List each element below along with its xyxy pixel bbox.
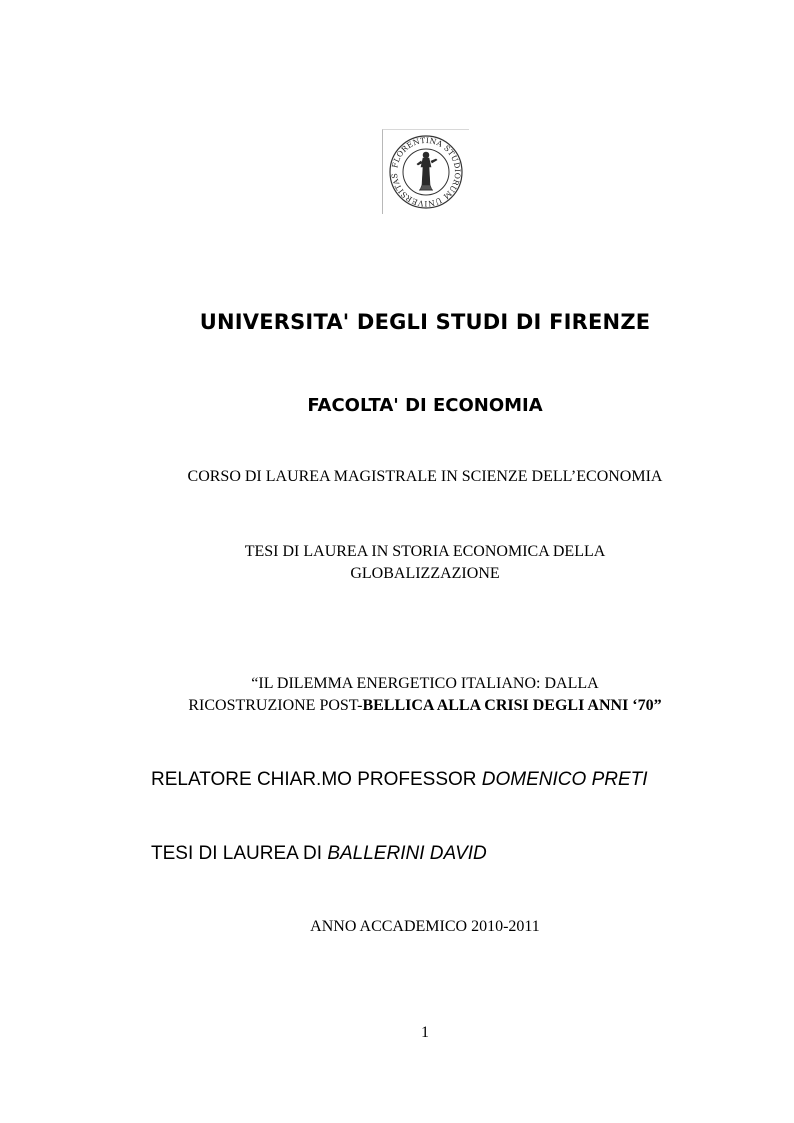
thesis-subject-line-1: TESI DI LAUREA IN STORIA ECONOMICA DELLA <box>244 543 606 560</box>
thesis-title-line-2-regular: RICOSTRUZIONE POST- <box>188 697 363 714</box>
thesis-title-line-2 <box>120 695 730 717</box>
thesis-subject <box>150 541 700 585</box>
university-seal <box>382 129 470 215</box>
supervisor-name: DOMENICO PRETI <box>481 769 648 790</box>
academic-year: ANNO ACCADEMICO 2010-2011 <box>310 918 540 935</box>
svg-text:FLORENTINA STUDIORUM UNIVERSIT: FLORENTINA STUDIORUM UNIVERSITAS <box>389 135 463 209</box>
thesis-subject-line-2: GLOBALIZZAZIONE <box>350 565 500 582</box>
course-name: CORSO DI LAUREA MAGISTRALE IN SCIENZE DELL’ECONOMIA <box>187 468 663 485</box>
faculty-name: FACOLTA' DI ECONOMIA <box>307 395 543 416</box>
candidate-line <box>151 843 487 865</box>
candidate-label: TESI DI LAUREA DI <box>151 843 328 864</box>
thesis-title-line-1: “IL DILEMMA ENERGETICO ITALIANO: DALLA <box>251 675 599 692</box>
candidate-name: BALLERINI DAVID <box>327 843 487 864</box>
supervisor-line <box>151 769 648 791</box>
page-number: 1 <box>421 1024 429 1041</box>
supervisor-label: RELATORE CHIAR.MO PROFESSOR <box>151 769 482 790</box>
seal-emblem-icon <box>382 129 470 215</box>
thesis-title <box>120 673 730 717</box>
thesis-title-line-2-bold: BELLICA ALLA CRISI DEGLI ANNI ‘70” <box>362 697 662 714</box>
university-name: UNIVERSITA' DEGLI STUDI DI FIRENZE <box>199 310 651 334</box>
